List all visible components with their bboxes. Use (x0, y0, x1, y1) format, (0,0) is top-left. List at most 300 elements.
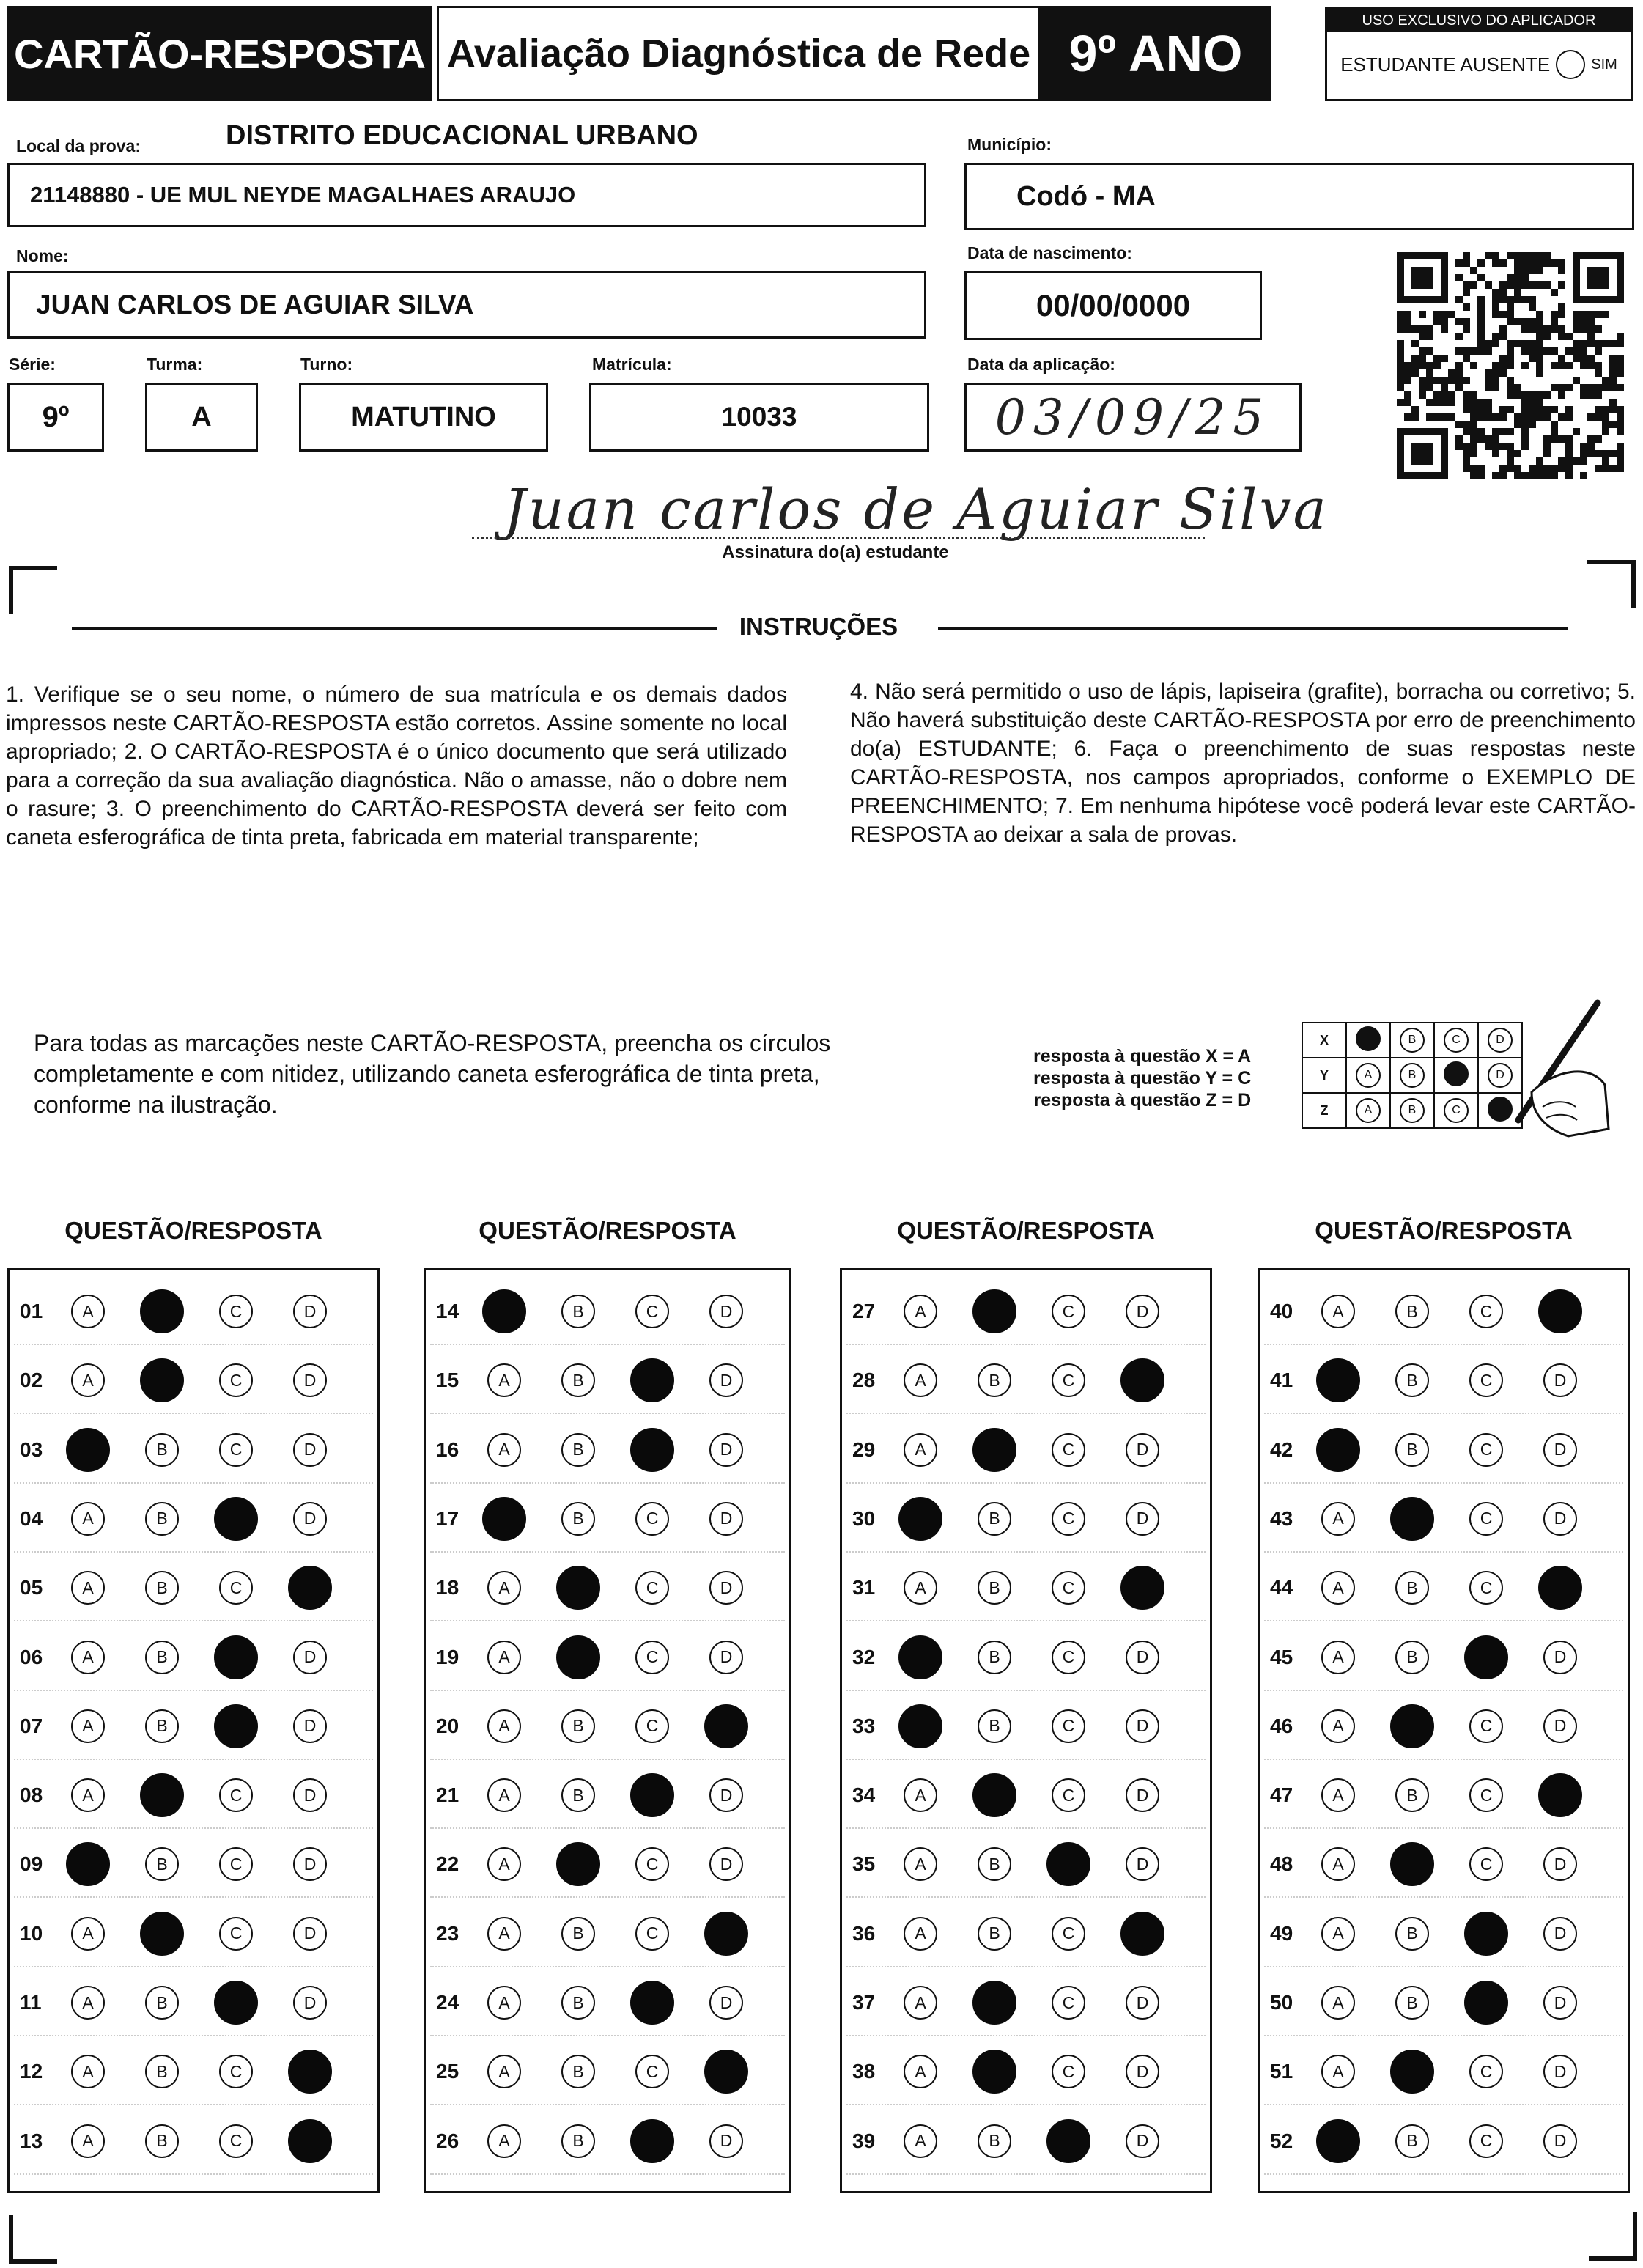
answer-bubble-a[interactable]: A (487, 1363, 521, 1397)
answer-bubble-d[interactable] (704, 1912, 748, 1956)
answer-bubble-b[interactable]: B (1395, 2124, 1429, 2158)
answer-bubble-b[interactable] (140, 1773, 184, 1817)
answer-bubble-d[interactable] (1120, 1912, 1164, 1956)
answer-bubble-d[interactable]: D (709, 1986, 743, 2020)
answer-bubble-c[interactable]: C (1469, 1363, 1503, 1397)
answer-bubble-b[interactable]: B (561, 2055, 595, 2088)
question-number: 04 (20, 1506, 43, 1530)
question-number: 27 (852, 1300, 876, 1322)
answer-bubble-b[interactable]: B (1395, 1571, 1429, 1605)
answer-bubble-a[interactable]: A (1321, 1295, 1355, 1328)
answer-bubble-c[interactable] (1464, 1981, 1508, 2025)
answer-bubble-b[interactable]: B (145, 2055, 179, 2088)
qr-module (1514, 384, 1521, 391)
answer-bubble-a[interactable]: A (71, 1295, 105, 1328)
row-guide (846, 1551, 1206, 1553)
qr-module (1602, 465, 1609, 472)
answer-bubble-b[interactable]: B (145, 1986, 179, 2020)
answer-bubble-a[interactable]: A (1321, 1847, 1355, 1881)
row-guide (14, 1413, 373, 1414)
answer-bubble-a[interactable]: A (904, 1917, 937, 1951)
answer-bubble-a[interactable] (898, 1497, 942, 1541)
qr-module (1602, 406, 1609, 413)
answer-bubble-d[interactable]: D (293, 1363, 327, 1397)
answer-bubble-d[interactable]: D (293, 1502, 327, 1536)
answer-bubble-b[interactable]: B (978, 1363, 1011, 1397)
answer-bubble-a[interactable]: A (487, 1917, 521, 1951)
answer-bubble-c[interactable]: C (1052, 1917, 1085, 1951)
answer-bubble-b[interactable]: B (978, 1847, 1011, 1881)
answer-bubble-c[interactable] (630, 1358, 674, 1402)
qr-module (1602, 457, 1609, 465)
answer-bubble-c[interactable]: C (1469, 2055, 1503, 2088)
answer-bubble-d[interactable] (704, 1704, 748, 1748)
question-number: 40 (1270, 1300, 1293, 1322)
answer-bubble-c[interactable]: C (1052, 1641, 1085, 1674)
answer-bubble-d[interactable]: D (293, 1641, 327, 1674)
answer-bubble-a[interactable] (1316, 1358, 1360, 1402)
answer-bubble-d[interactable]: D (1543, 1363, 1577, 1397)
answer-bubble-a[interactable]: A (904, 1433, 937, 1467)
answer-bubble-b[interactable]: B (978, 1917, 1011, 1951)
question-number: 51 (1270, 2060, 1293, 2083)
answer-bubble-c[interactable]: C (635, 1847, 669, 1881)
answer-bubble-d[interactable]: D (1126, 1709, 1159, 1743)
question-number: 46 (1270, 1714, 1293, 1737)
row-guide (846, 1482, 1206, 1484)
turma-value: A (191, 401, 212, 432)
answer-bubble-c[interactable]: C (219, 2124, 253, 2158)
row-guide (14, 2173, 373, 2175)
answer-bubble-a[interactable]: A (487, 1847, 521, 1881)
answer-bubble-a[interactable]: A (487, 1433, 521, 1467)
qr-module (1470, 347, 1477, 355)
answer-bubble-d[interactable] (704, 2050, 748, 2094)
answer-bubble-a[interactable] (482, 1289, 526, 1333)
answer-bubble-d[interactable]: D (1126, 1641, 1159, 1674)
answer-bubble-a[interactable]: A (71, 1641, 105, 1674)
answer-bubble-c[interactable]: C (1469, 1295, 1503, 1328)
answer-bubble-b[interactable]: B (561, 1433, 595, 1467)
answer-bubble-b[interactable]: B (1395, 1433, 1429, 1467)
serie-value: 9º (42, 400, 70, 433)
answer-bubble-d[interactable]: D (709, 2124, 743, 2158)
answer-bubble-d[interactable]: D (1126, 2055, 1159, 2088)
answer-bubble-c[interactable]: C (219, 2055, 253, 2088)
answer-bubble-a[interactable]: A (487, 2055, 521, 2088)
answer-bubble-c[interactable]: C (1052, 2055, 1085, 2088)
row-guide (430, 1966, 785, 1967)
qr-module (1514, 274, 1521, 281)
absent-bubble[interactable] (1556, 50, 1585, 79)
answer-bubble-d[interactable]: D (1126, 1295, 1159, 1328)
answer-bubble-d[interactable]: D (293, 1847, 327, 1881)
qr-module (1521, 435, 1529, 443)
answer-bubble-c[interactable]: C (1469, 1847, 1503, 1881)
answer-bubble-b[interactable]: B (561, 1986, 595, 2020)
answer-bubble-a[interactable]: A (487, 1641, 521, 1674)
answer-bubble-c[interactable] (214, 1497, 258, 1541)
answer-bubble-d[interactable]: D (293, 1986, 327, 2020)
serie-label: Série: (9, 355, 56, 374)
answer-bubble-b[interactable]: B (145, 1571, 179, 1605)
answer-bubble-a[interactable] (1316, 2119, 1360, 2163)
answer-bubble-c[interactable]: C (1469, 1571, 1503, 1605)
answer-bubble-b[interactable] (972, 2050, 1016, 2094)
question-number: 26 (436, 2129, 459, 2152)
answer-bubble-b[interactable] (556, 1842, 600, 1886)
qr-module (1536, 259, 1543, 267)
answer-bubble-b[interactable] (972, 1773, 1016, 1817)
answer-bubble-a[interactable]: A (904, 2124, 937, 2158)
answer-bubble-a[interactable] (898, 1635, 942, 1679)
answer-bubble-b[interactable]: B (1395, 1917, 1429, 1951)
qr-module (1617, 457, 1624, 465)
qr-module (1521, 296, 1529, 303)
turno-value: MATUTINO (351, 401, 496, 432)
answer-bubble-c[interactable] (214, 1635, 258, 1679)
answer-bubble-a[interactable]: A (71, 2055, 105, 2088)
qr-module (1565, 333, 1573, 340)
qr-module (1463, 347, 1470, 355)
answer-bubble-d[interactable]: D (1126, 1502, 1159, 1536)
answer-bubble-a[interactable]: A (487, 1986, 521, 2020)
answer-bubble-b[interactable] (1390, 1497, 1434, 1541)
answer-bubble-b[interactable]: B (561, 2124, 595, 2158)
answer-bubble-d[interactable]: D (709, 1433, 743, 1467)
aplicacao-label: Data da aplicação: (967, 355, 1115, 374)
qr-module (1551, 384, 1558, 391)
answer-bubble-d[interactable]: D (709, 1502, 743, 1536)
answer-bubble-b[interactable]: B (1395, 1778, 1429, 1812)
answer-bubble-c[interactable]: C (219, 1433, 253, 1467)
answer-bubble-d[interactable]: D (1543, 2124, 1577, 2158)
answer-bubble-c[interactable]: C (1052, 1571, 1085, 1605)
answer-bubble-c[interactable]: C (219, 1295, 253, 1328)
answer-bubble-b[interactable]: B (978, 1571, 1011, 1605)
answer-bubble-c[interactable]: C (219, 1363, 253, 1397)
answer-bubble-b[interactable]: B (1395, 1295, 1429, 1328)
aplicacao-value: 03/09/25 (994, 389, 1271, 446)
answer-bubble-d[interactable]: D (1543, 1986, 1577, 2020)
answer-bubble-d[interactable]: D (709, 1778, 743, 1812)
municipio-value: Codó - MA (1016, 180, 1156, 212)
question-number: 35 (852, 1852, 876, 1876)
answer-bubble-d[interactable]: D (1543, 1847, 1577, 1881)
answer-bubble-b[interactable] (972, 1428, 1016, 1472)
row-guide (1264, 1896, 1623, 1898)
answer-bubble-a[interactable]: A (1321, 1986, 1355, 2020)
answer-bubble-a[interactable]: A (487, 1778, 521, 1812)
answer-bubble-c[interactable] (1046, 1842, 1090, 1886)
answer-bubble-d[interactable] (288, 2050, 332, 2094)
answer-bubble-b[interactable]: B (561, 1502, 595, 1536)
answer-bubble-c[interactable]: C (635, 1641, 669, 1674)
answer-bubble-b[interactable]: B (145, 1709, 179, 1743)
answer-bubble-a[interactable]: A (1321, 1571, 1355, 1605)
answer-bubble-b[interactable] (556, 1566, 600, 1610)
answer-bubble-d[interactable]: D (1126, 1847, 1159, 1881)
answer-bubble-b[interactable]: B (561, 1917, 595, 1951)
answer-bubble-c[interactable]: C (1052, 1778, 1085, 1812)
answer-bubble-d[interactable]: D (709, 1363, 743, 1397)
answer-bubble-a[interactable] (1316, 1428, 1360, 1472)
answer-bubble-b[interactable] (140, 1289, 184, 1333)
answer-bubble-a[interactable]: A (904, 1847, 937, 1881)
question-number: 34 (852, 1783, 876, 1807)
qr-module (1580, 340, 1587, 347)
answer-bubble-c[interactable]: C (635, 1502, 669, 1536)
answer-bubble-b[interactable] (972, 1289, 1016, 1333)
qr-module (1536, 311, 1543, 318)
answer-bubble-c[interactable]: C (219, 1847, 253, 1881)
qr-module (1529, 465, 1536, 472)
qr-module (1529, 318, 1536, 325)
question-number: 45 (1270, 1645, 1293, 1668)
qr-module (1463, 318, 1470, 325)
answer-bubble-c[interactable]: C (635, 1917, 669, 1951)
answer-bubble-a[interactable]: A (487, 1709, 521, 1743)
answer-bubble-b[interactable]: B (1395, 1363, 1429, 1397)
answer-bubble-d[interactable]: D (709, 1641, 743, 1674)
answer-bubble-d[interactable] (1120, 1566, 1164, 1610)
answer-bubble-a[interactable]: A (904, 1778, 937, 1812)
qr-module (1529, 347, 1536, 355)
question-row (842, 1835, 1200, 1893)
instructions-title: INSTRUÇÕES (739, 613, 898, 640)
answer-bubble-b[interactable]: B (561, 1295, 595, 1328)
answer-bubble-b[interactable] (1390, 2050, 1434, 2094)
answer-bubble-d[interactable]: D (1543, 2055, 1577, 2088)
answer-bubble-b[interactable]: B (145, 1502, 179, 1536)
answer-bubble-d[interactable]: D (709, 1295, 743, 1328)
answer-bubble-d[interactable] (288, 1566, 332, 1610)
qr-module (1492, 289, 1499, 296)
answer-bubble-c[interactable]: C (1052, 1295, 1085, 1328)
answer-bubble-a[interactable]: A (71, 1917, 105, 1951)
answer-bubble-a[interactable]: A (1321, 1502, 1355, 1536)
answer-bubble-c[interactable]: C (1469, 1433, 1503, 1467)
qr-module (1514, 252, 1521, 259)
corner-mark-top-left (9, 566, 57, 614)
row-guide (430, 2035, 785, 2036)
qr-module (1514, 289, 1521, 296)
answer-bubble-b[interactable] (972, 1981, 1016, 2025)
qr-module (1617, 406, 1624, 413)
answer-bubble-b[interactable]: B (145, 1847, 179, 1881)
qr-module (1617, 369, 1624, 377)
answer-bubble-d[interactable]: D (1126, 1433, 1159, 1467)
answer-bubble-a[interactable] (66, 1842, 110, 1886)
answer-bubble-c[interactable]: C (1469, 1502, 1503, 1536)
answer-bubble-a[interactable]: A (904, 1363, 937, 1397)
answer-bubble-d[interactable]: D (1543, 1917, 1577, 1951)
answer-bubble-a[interactable]: A (904, 2055, 937, 2088)
answer-bubble-a[interactable]: A (1321, 1641, 1355, 1674)
answer-bubble-c[interactable] (1046, 2119, 1090, 2163)
answer-bubble-a[interactable]: A (71, 1502, 105, 1536)
qr-module (1536, 252, 1543, 259)
qr-module (1441, 318, 1448, 325)
answer-bubble-b[interactable]: B (561, 1709, 595, 1743)
answer-bubble-b[interactable] (140, 1358, 184, 1402)
answer-bubble-b[interactable]: B (978, 1709, 1011, 1743)
question-number: 24 (436, 1991, 459, 2014)
answer-bubble-d[interactable]: D (293, 1778, 327, 1812)
answer-bubble-c[interactable]: C (1469, 1778, 1503, 1812)
answer-bubble-c[interactable] (630, 2119, 674, 2163)
answer-bubble-d[interactable] (1538, 1289, 1582, 1333)
answer-bubble-d[interactable]: D (709, 1571, 743, 1605)
qr-module (1455, 274, 1463, 281)
answer-bubble-c[interactable]: C (219, 1778, 253, 1812)
qr-module (1470, 399, 1477, 406)
answer-bubble-a[interactable]: A (71, 1986, 105, 2020)
qr-module (1441, 399, 1448, 406)
answer-bubble-c[interactable]: C (1469, 2124, 1503, 2158)
answer-bubble-a[interactable] (898, 1704, 942, 1748)
question-row (426, 1973, 783, 2032)
answer-bubble-c[interactable] (630, 1981, 674, 2025)
answer-bubble-d[interactable]: D (1543, 1502, 1577, 1536)
answer-bubble-c[interactable]: C (635, 1295, 669, 1328)
answer-bubble-d[interactable]: D (293, 1709, 327, 1743)
answer-bubble-a[interactable]: A (904, 1295, 937, 1328)
answer-bubble-a[interactable]: A (71, 2124, 105, 2158)
answer-bubble-c[interactable] (214, 1981, 258, 2025)
answer-bubble-a[interactable]: A (904, 1986, 937, 2020)
qr-module (1587, 333, 1595, 340)
answer-bubble-d[interactable]: D (293, 1917, 327, 1951)
answer-bubble-d[interactable]: D (1126, 1778, 1159, 1812)
answer-bubble-a[interactable]: A (1321, 1917, 1355, 1951)
row-guide (430, 1759, 785, 1760)
answer-bubble-b[interactable]: B (1395, 1986, 1429, 2020)
answer-bubble-c[interactable]: C (635, 1571, 669, 1605)
qr-module (1617, 384, 1624, 391)
answer-bubble-d[interactable]: D (1126, 1986, 1159, 2020)
qr-module (1411, 355, 1419, 362)
qr-module (1477, 347, 1485, 355)
answer-bubble-c[interactable]: C (1052, 1433, 1085, 1467)
qr-module (1492, 428, 1499, 435)
answer-bubble-a[interactable]: A (487, 2124, 521, 2158)
answer-bubble-b[interactable]: B (978, 1502, 1011, 1536)
qr-module (1492, 252, 1499, 259)
question-number: 31 (852, 1576, 876, 1599)
answer-bubble-a[interactable] (482, 1497, 526, 1541)
qr-module (1463, 450, 1470, 457)
answer-bubble-b[interactable] (1390, 1842, 1434, 1886)
qr-module (1609, 406, 1617, 413)
absent-row (1327, 32, 1631, 97)
answer-bubble-c[interactable]: C (635, 1709, 669, 1743)
answer-bubble-c[interactable]: C (635, 2055, 669, 2088)
answer-bubble-c[interactable]: C (219, 1917, 253, 1951)
qr-module (1536, 333, 1543, 340)
qr-module (1477, 465, 1485, 472)
answer-bubble-b[interactable] (556, 1635, 600, 1679)
answer-bubble-d[interactable]: D (293, 1433, 327, 1467)
qr-module (1477, 406, 1485, 413)
qr-module (1543, 325, 1551, 333)
answer-bubble-d[interactable]: D (709, 1847, 743, 1881)
question-number: 08 (20, 1783, 43, 1807)
answer-bubble-d[interactable] (1538, 1566, 1582, 1610)
answer-bubble-c[interactable]: C (1052, 1986, 1085, 2020)
answer-bubble-c[interactable]: C (1052, 1363, 1085, 1397)
qr-module (1485, 340, 1492, 347)
answer-bubble-c[interactable] (630, 1773, 674, 1817)
answer-bubble-c[interactable]: C (219, 1571, 253, 1605)
answer-bubble-a[interactable]: A (1321, 1778, 1355, 1812)
qr-module (1477, 435, 1485, 443)
question-row (1260, 1973, 1617, 2032)
column-header: QUESTÃO/RESPOSTA (1315, 1217, 1573, 1244)
answer-bubble-c[interactable]: C (1052, 1502, 1085, 1536)
answer-bubble-d[interactable] (288, 2119, 332, 2163)
question-row (10, 2112, 367, 2171)
answer-bubble-c[interactable] (630, 1428, 674, 1472)
answer-bubble-a[interactable]: A (904, 1571, 937, 1605)
answer-bubble-c[interactable]: C (1052, 1709, 1085, 1743)
answer-bubble-a[interactable]: A (71, 1363, 105, 1397)
answer-bubble-b[interactable]: B (145, 2124, 179, 2158)
answer-bubble-c[interactable] (1464, 1912, 1508, 1956)
answer-bubble-d[interactable]: D (293, 1295, 327, 1328)
qr-module (1507, 406, 1514, 413)
answer-bubble-b[interactable]: B (561, 1778, 595, 1812)
answer-bubble-d[interactable] (1538, 1773, 1582, 1817)
answer-bubble-a[interactable]: A (71, 1709, 105, 1743)
answer-bubble-b[interactable]: B (561, 1363, 595, 1397)
answer-bubble-b[interactable]: B (978, 1641, 1011, 1674)
qr-module (1536, 355, 1543, 362)
answer-bubble-c[interactable]: C (1469, 1709, 1503, 1743)
answer-bubble-b[interactable]: B (1395, 1641, 1429, 1674)
row-guide (430, 1413, 785, 1414)
qr-module (1558, 303, 1565, 311)
answer-bubble-b[interactable]: B (978, 2124, 1011, 2158)
answer-bubble-d[interactable]: D (1126, 2124, 1159, 2158)
qr-module (1514, 421, 1521, 428)
question-number: 30 (852, 1506, 876, 1530)
answer-bubble-a[interactable]: A (71, 1571, 105, 1605)
answer-bubble-c[interactable] (1464, 1635, 1508, 1679)
qr-module (1485, 252, 1492, 259)
answer-bubble-a[interactable]: A (1321, 2055, 1355, 2088)
qr-module (1492, 450, 1499, 457)
answer-bubble-b[interactable]: B (145, 1433, 179, 1467)
answer-bubble-b[interactable] (140, 1912, 184, 1956)
answer-bubble-c[interactable] (214, 1704, 258, 1748)
answer-bubble-b[interactable] (1390, 1704, 1434, 1748)
answer-bubble-b[interactable]: B (145, 1641, 179, 1674)
answer-bubble-a[interactable] (66, 1428, 110, 1472)
row-guide (846, 2035, 1206, 2036)
qr-module (1426, 399, 1433, 406)
qr-module (1543, 435, 1551, 443)
qr-module (1551, 435, 1558, 443)
answer-bubble-d[interactable]: D (1543, 1709, 1577, 1743)
answer-bubble-d[interactable]: D (1543, 1641, 1577, 1674)
answer-bubble-d[interactable]: D (1543, 1433, 1577, 1467)
row-guide (1264, 1827, 1623, 1829)
answer-bubble-d[interactable] (1120, 1358, 1164, 1402)
answer-bubble-a[interactable]: A (71, 1778, 105, 1812)
answer-bubble-a[interactable]: A (487, 1571, 521, 1605)
answer-bubble-a[interactable]: A (1321, 1709, 1355, 1743)
